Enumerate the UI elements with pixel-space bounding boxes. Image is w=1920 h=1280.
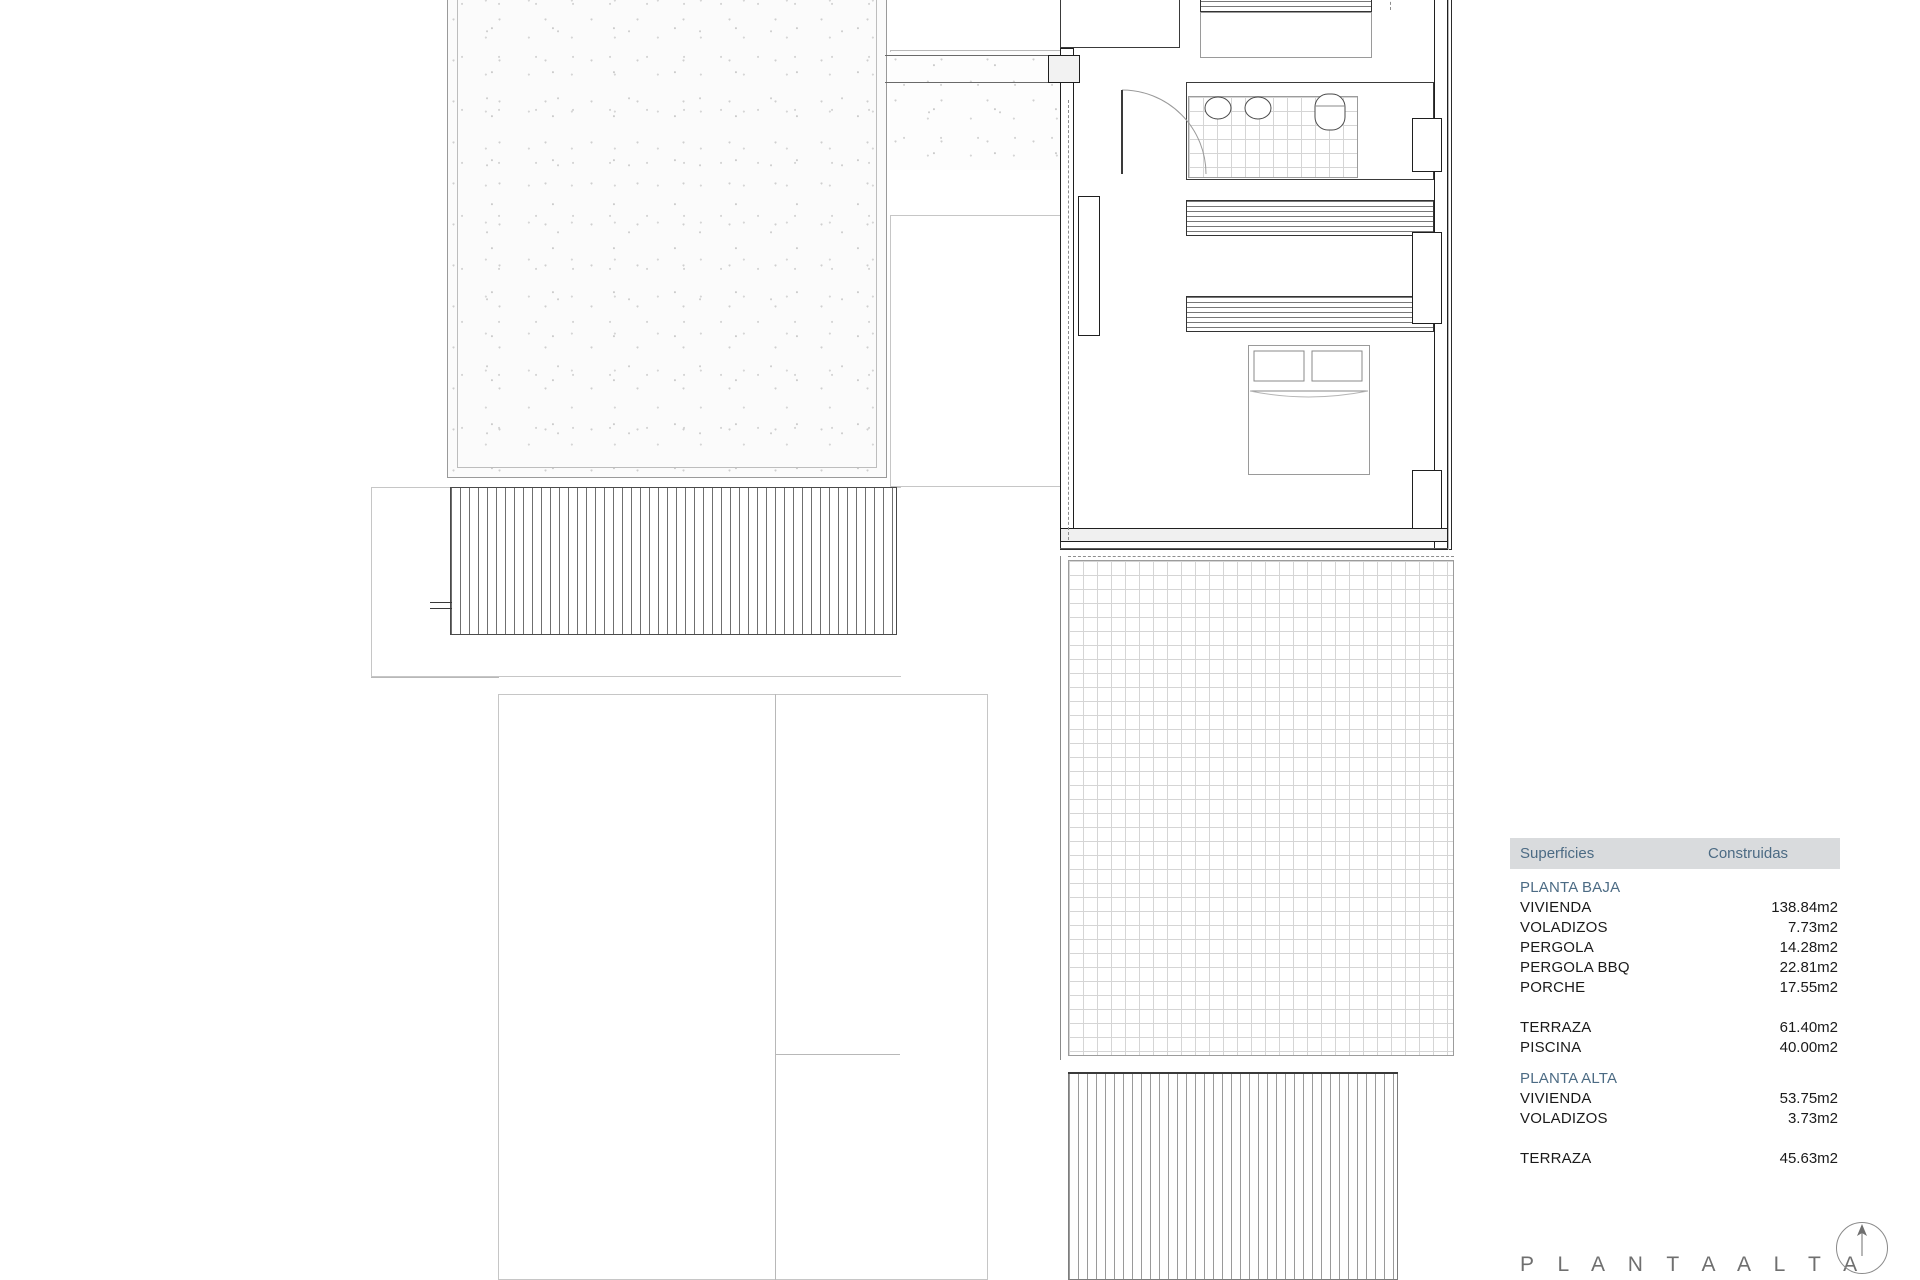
legend-row-value: 14.28m2 bbox=[1779, 939, 1838, 956]
terrace-dashed-top bbox=[1068, 556, 1454, 557]
legend-row-value: 3.73m2 bbox=[1787, 1110, 1838, 1127]
legend-row-value: 61.40m2 bbox=[1779, 1019, 1838, 1036]
paving-slab-lower-right bbox=[890, 215, 1066, 487]
legend-row bbox=[1510, 1109, 1840, 1129]
legend-section-planta-alta bbox=[1510, 1069, 1840, 1089]
exterior-wall-left bbox=[1060, 48, 1074, 540]
legend-row-label: PERGOLA BBQ bbox=[1520, 959, 1630, 976]
legend-row bbox=[1510, 1149, 1840, 1169]
legend-row-label: PISCINA bbox=[1520, 1039, 1582, 1056]
legend-spacer bbox=[1510, 1058, 1840, 1069]
legend-row-label: PORCHE bbox=[1520, 979, 1586, 996]
legend-header-row bbox=[1510, 838, 1840, 869]
legend-row-value: 45.63m2 bbox=[1779, 1150, 1838, 1167]
legend-body bbox=[1510, 869, 1840, 1169]
stair-landing bbox=[1200, 12, 1372, 58]
legend-row-label: VIVIENDA bbox=[1520, 1090, 1592, 1107]
paving-stipple-right bbox=[890, 52, 1066, 170]
legend-row-value: 17.55m2 bbox=[1779, 979, 1838, 996]
plot-outline-lower bbox=[498, 694, 988, 1280]
legend-row-label: VOLADIZOS bbox=[1520, 919, 1608, 936]
plot-divider-v2 bbox=[775, 1054, 776, 1280]
legend-spacer bbox=[1510, 1129, 1840, 1149]
bathroom-fixtures bbox=[1200, 90, 1430, 136]
plot-divider-h bbox=[775, 1054, 900, 1055]
pergola-top-edge bbox=[1068, 1072, 1398, 1074]
door-swing-bathroom bbox=[1120, 88, 1220, 188]
surface-areas-legend bbox=[1510, 838, 1840, 1169]
pool-coping-inner bbox=[457, 0, 877, 468]
legend-row-value: 22.81m2 bbox=[1779, 959, 1838, 976]
window-opening-right-2 bbox=[1412, 232, 1442, 324]
deck-edge-line-2 bbox=[430, 608, 452, 609]
legend-spacer bbox=[1510, 998, 1840, 1018]
legend-section-label: PLANTA ALTA bbox=[1520, 1070, 1618, 1087]
beam-upper-left bbox=[1048, 55, 1080, 83]
legend-row bbox=[1510, 958, 1840, 978]
terrace-left-edge bbox=[1060, 556, 1061, 1060]
paving-line-a bbox=[890, 50, 1066, 51]
legend-row bbox=[1510, 1089, 1840, 1109]
north-arrow-icon bbox=[1836, 1222, 1888, 1274]
plot-edge-left bbox=[371, 677, 499, 678]
roof-terrace-tiled bbox=[1068, 560, 1454, 1056]
legend-row-label: VOLADIZOS bbox=[1520, 1110, 1608, 1127]
floor-slab-bottom bbox=[1060, 528, 1448, 542]
plot-divider-v bbox=[775, 694, 776, 1054]
staircase-enclosure bbox=[1060, 0, 1180, 48]
legend-header-col2: Construidas bbox=[1708, 845, 1789, 862]
legend-row bbox=[1510, 1038, 1840, 1058]
legend-row-value: 138.84m2 bbox=[1771, 899, 1838, 916]
construction-line-2 bbox=[1448, 0, 1449, 550]
legend-section-planta-baja bbox=[1510, 878, 1840, 898]
legend-row-value: 7.73m2 bbox=[1787, 919, 1838, 936]
legend-row-label: TERRAZA bbox=[1520, 1019, 1592, 1036]
legend-row-value: 53.75m2 bbox=[1779, 1090, 1838, 1107]
slab-line-bottom bbox=[1060, 548, 1448, 549]
page-title: P L A N T A A L T A bbox=[1520, 1253, 1867, 1276]
stair-dashed-edge-v bbox=[1390, 0, 1391, 10]
legend-row bbox=[1510, 1018, 1840, 1038]
deck-edge-line bbox=[430, 602, 452, 603]
legend-row bbox=[1510, 938, 1840, 958]
construction-dash-left bbox=[1068, 100, 1069, 540]
legend-section-label: PLANTA BAJA bbox=[1520, 879, 1621, 896]
staircase bbox=[1200, 0, 1372, 12]
legend-row bbox=[1510, 978, 1840, 998]
window-opening-right-1 bbox=[1412, 118, 1442, 172]
legend-header-col1: Superficies bbox=[1520, 845, 1595, 862]
legend-row-value: 40.00m2 bbox=[1779, 1039, 1838, 1056]
legend-row-label: TERRAZA bbox=[1520, 1150, 1592, 1167]
legend-row-label: VIVIENDA bbox=[1520, 899, 1592, 916]
window-opening-left-1 bbox=[1078, 196, 1100, 336]
legend-row-label: PERGOLA bbox=[1520, 939, 1594, 956]
bed-pillows bbox=[1248, 345, 1370, 475]
pergola-slats bbox=[1068, 1072, 1398, 1280]
legend-row bbox=[1510, 918, 1840, 938]
legend-row bbox=[1510, 898, 1840, 918]
pool-deck-timber bbox=[450, 487, 897, 635]
